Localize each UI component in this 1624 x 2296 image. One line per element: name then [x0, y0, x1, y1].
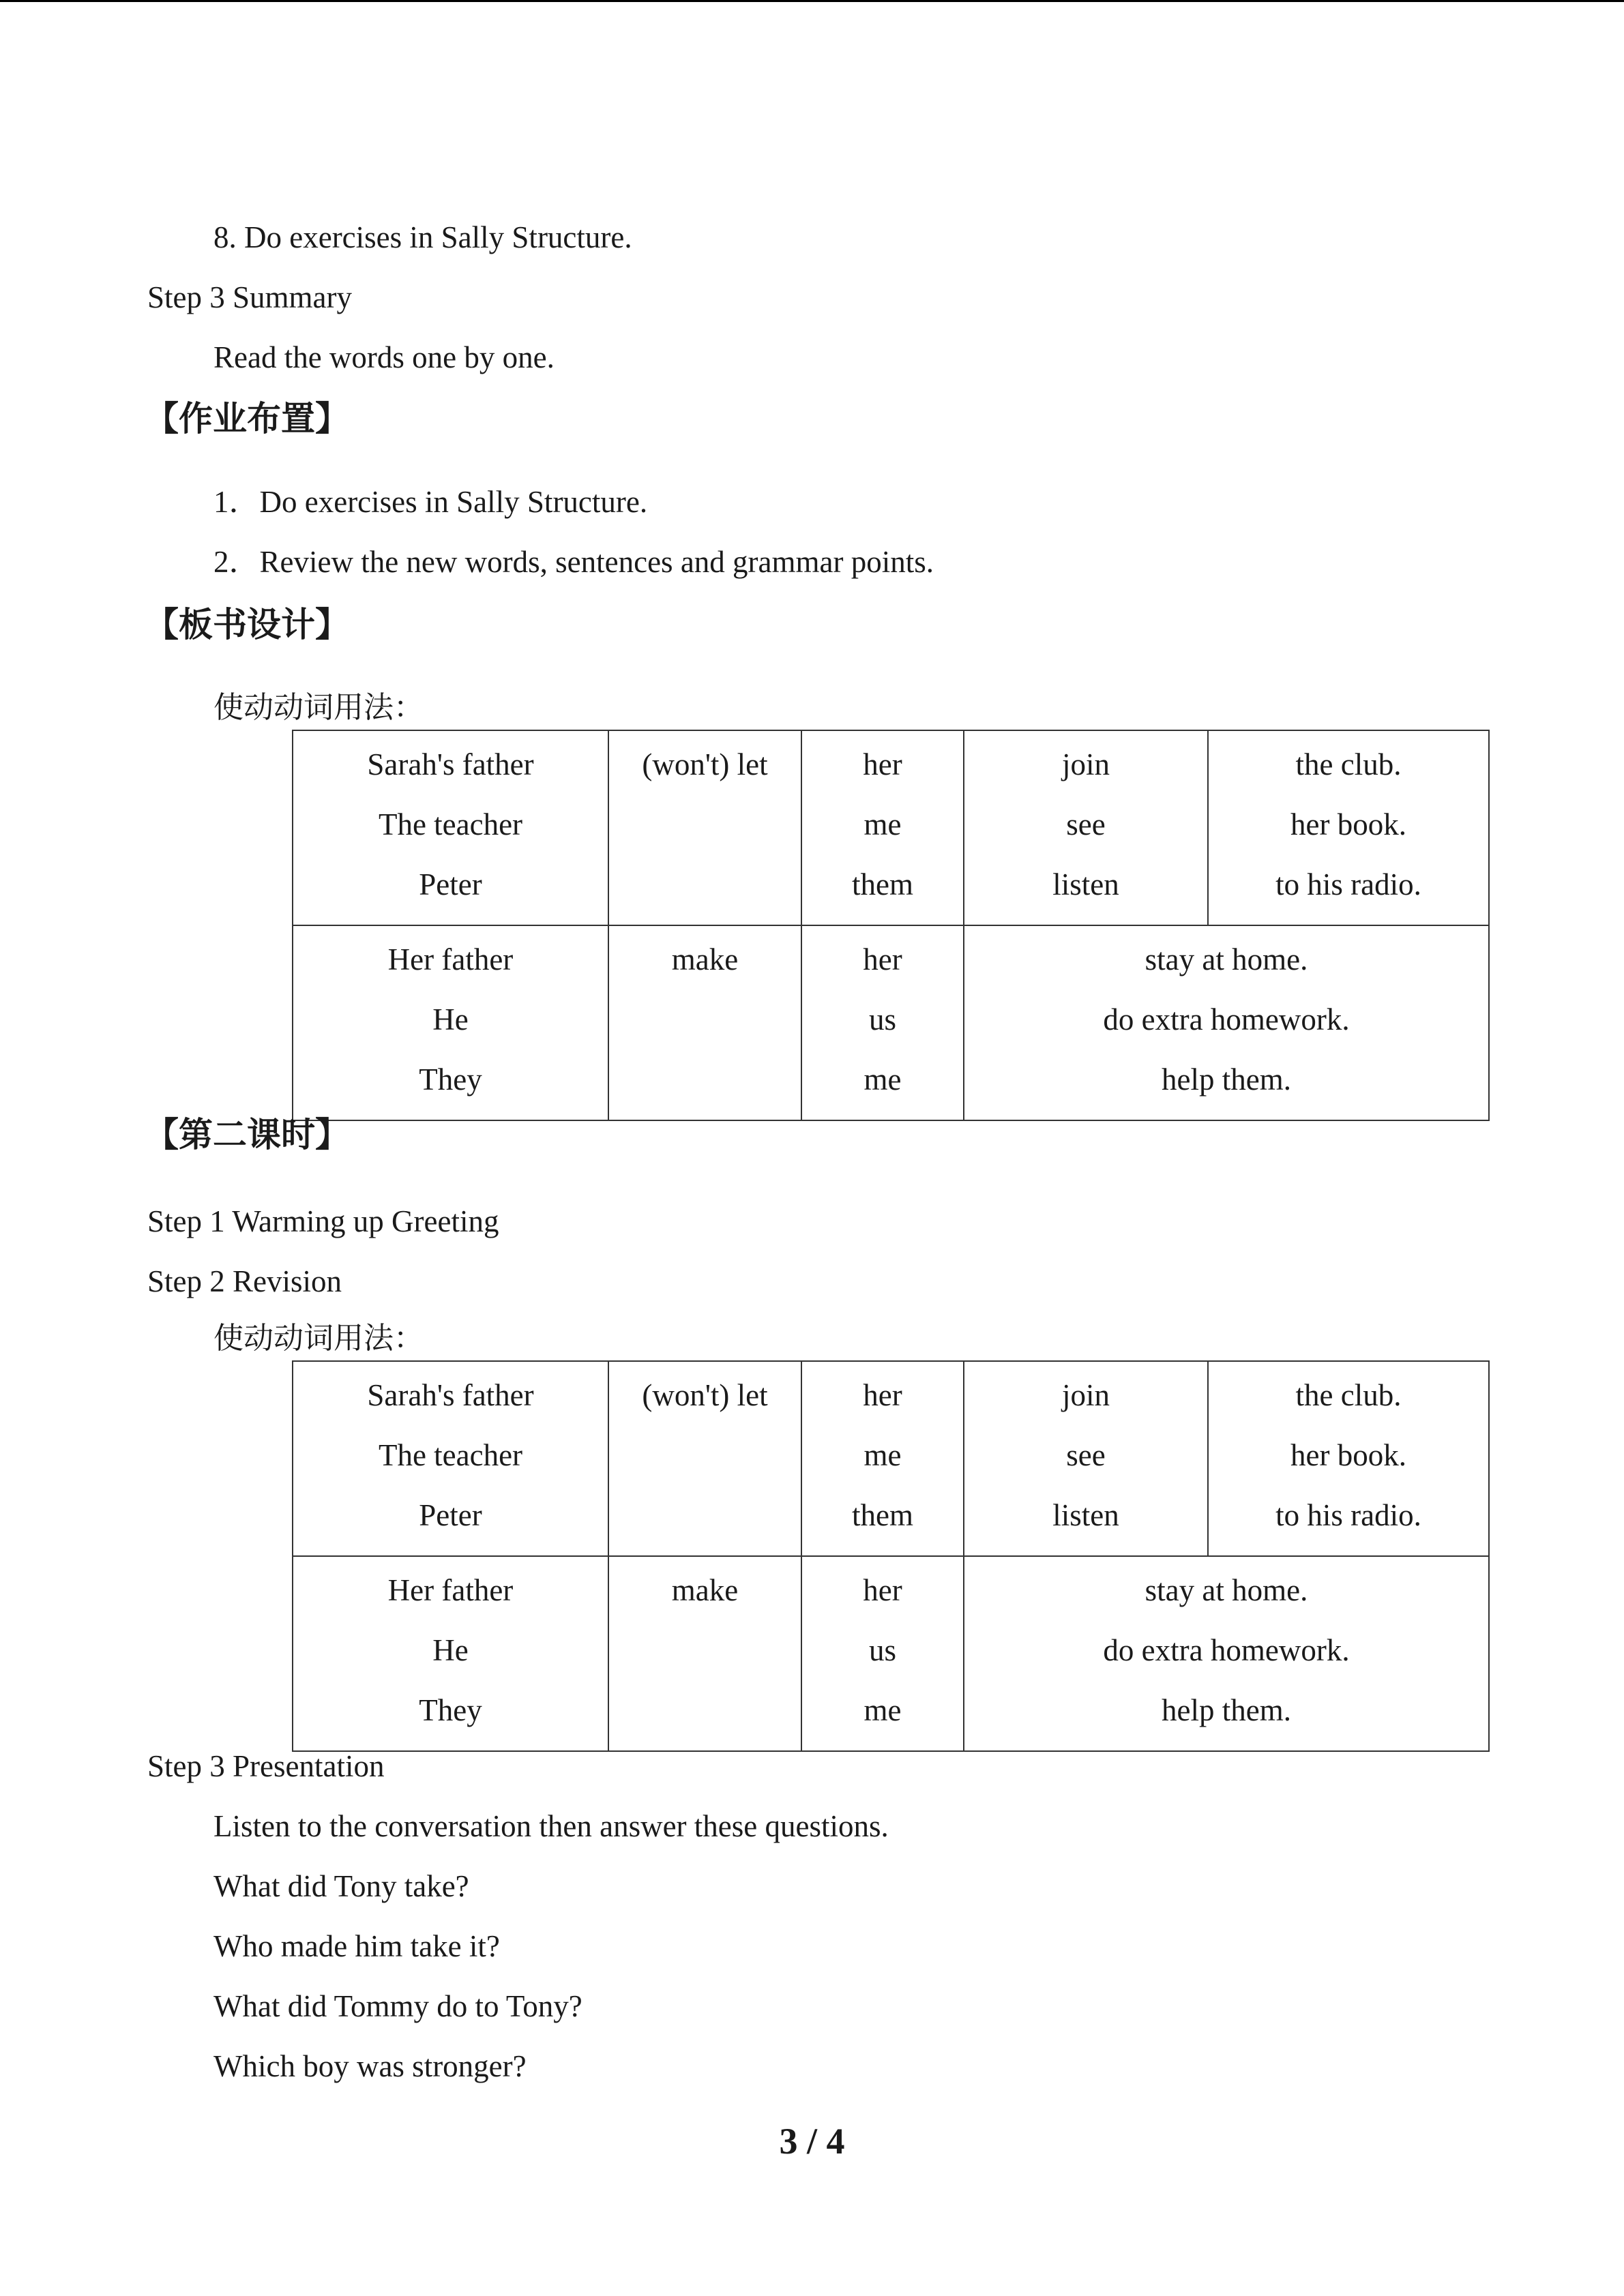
verb-text: make [671, 942, 739, 976]
object-text: me [863, 1693, 902, 1727]
verb-cell [608, 730, 801, 925]
homework-item-2: 2．Review the new words, sentences and grammar points. [213, 545, 934, 579]
step-3-summary: Step 3 Summary [147, 280, 352, 314]
step-3-presentation: Step 3 Presentation [147, 1749, 385, 1783]
exercise-item-8: 8. Do exercises in Sally Structure. [213, 220, 632, 254]
table-row [293, 1361, 1489, 1556]
object-text: us [868, 1002, 896, 1037]
complement-cell [1208, 1361, 1489, 1556]
subject-text: Peter [419, 1498, 482, 1532]
question-2: Who made him take it? [213, 1929, 500, 1963]
verb-cell [608, 925, 801, 1120]
subject-text: Her father [387, 942, 514, 976]
phrase-text: stay at home. [1145, 942, 1308, 976]
object-text: me [863, 1438, 902, 1472]
step-2-revision: Step 2 Revision [147, 1264, 342, 1298]
verb-cell [608, 1361, 801, 1556]
presentation-instruction: Listen to the conversation then answer these questions. [213, 1809, 889, 1843]
subject-text: He [432, 1633, 469, 1667]
subject-text: The teacher [378, 1438, 523, 1472]
base-verb-text: listen [1052, 867, 1119, 901]
phrase-text: stay at home. [1145, 1573, 1308, 1607]
question-4: Which boy was stronger? [213, 2049, 527, 2083]
subject-text: Sarah's father [367, 747, 534, 781]
verb-text: (won't) let [642, 747, 768, 781]
causative-verb-label: 使动动词用法： [213, 1321, 424, 1356]
subject-cell [293, 1361, 608, 1556]
object-text: her [863, 1573, 902, 1607]
object-text: us [868, 1633, 896, 1667]
page-top-border [0, 0, 1624, 2]
subject-text: They [419, 1693, 482, 1727]
base-verb-text: join [1061, 747, 1110, 781]
complement-text: to his radio. [1275, 867, 1421, 901]
homework-item-1: 1．Do exercises in Sally Structure. [213, 485, 648, 519]
base-verb-cell [964, 730, 1208, 925]
question-3: What did Tommy do to Tony? [213, 1989, 582, 2023]
object-cell [801, 730, 964, 925]
verb-text: (won't) let [642, 1378, 768, 1412]
complement-cell [1208, 730, 1489, 925]
verb-text: make [671, 1573, 739, 1607]
object-text: me [863, 1062, 902, 1097]
summary-text: Read the words one by one. [213, 340, 555, 374]
phrase-text: help them. [1162, 1693, 1291, 1727]
phrase-text: do extra homework. [1103, 1633, 1350, 1667]
complement-text: her book. [1290, 807, 1406, 841]
question-1: What did Tony take? [213, 1869, 469, 1903]
object-text: her [863, 1378, 902, 1412]
object-cell [801, 925, 964, 1120]
base-verb-text: see [1066, 1438, 1106, 1472]
base-verb-text: join [1061, 1378, 1110, 1412]
subject-text: He [432, 1002, 469, 1037]
subject-cell [293, 925, 608, 1120]
base-verb-text: listen [1052, 1498, 1119, 1532]
table-row [293, 925, 1489, 1120]
base-verb-text: see [1066, 807, 1106, 841]
object-text: her [863, 942, 902, 976]
complement-text: her book. [1290, 1438, 1406, 1472]
causative-verb-table [292, 730, 1490, 1121]
subject-text: They [419, 1062, 482, 1097]
object-cell [801, 1361, 964, 1556]
base-verb-cell [964, 1361, 1208, 1556]
phrase-cell [964, 925, 1489, 1120]
table-row [293, 1556, 1489, 1751]
object-text: them [852, 867, 913, 901]
subject-cell [293, 730, 608, 925]
phrase-text: help them. [1162, 1062, 1291, 1097]
heading-board-design: 【板书设计】 [145, 605, 349, 644]
heading-second-lesson: 【第二课时】 [145, 1115, 349, 1154]
subject-cell [293, 1556, 608, 1751]
complement-text: to his radio. [1275, 1498, 1421, 1532]
complement-text: the club. [1295, 1378, 1402, 1412]
object-text: me [863, 807, 902, 841]
subject-text: Her father [387, 1573, 514, 1607]
page-number: 3 / 4 [779, 2121, 845, 2162]
subject-text: Sarah's father [367, 1378, 534, 1412]
table-row [293, 730, 1489, 925]
verb-cell [608, 1556, 801, 1751]
object-text: her [863, 747, 902, 781]
heading-homework: 【作业布置】 [145, 399, 349, 438]
subject-text: The teacher [378, 807, 523, 841]
object-text: them [852, 1498, 913, 1532]
causative-verb-table [292, 1360, 1490, 1752]
phrase-cell [964, 1556, 1489, 1751]
phrase-text: do extra homework. [1103, 1002, 1350, 1037]
step-1-warming-up: Step 1 Warming up Greeting [147, 1204, 499, 1238]
complement-text: the club. [1295, 747, 1402, 781]
object-cell [801, 1556, 964, 1751]
causative-verb-label: 使动动词用法： [213, 690, 424, 725]
subject-text: Peter [419, 867, 482, 901]
